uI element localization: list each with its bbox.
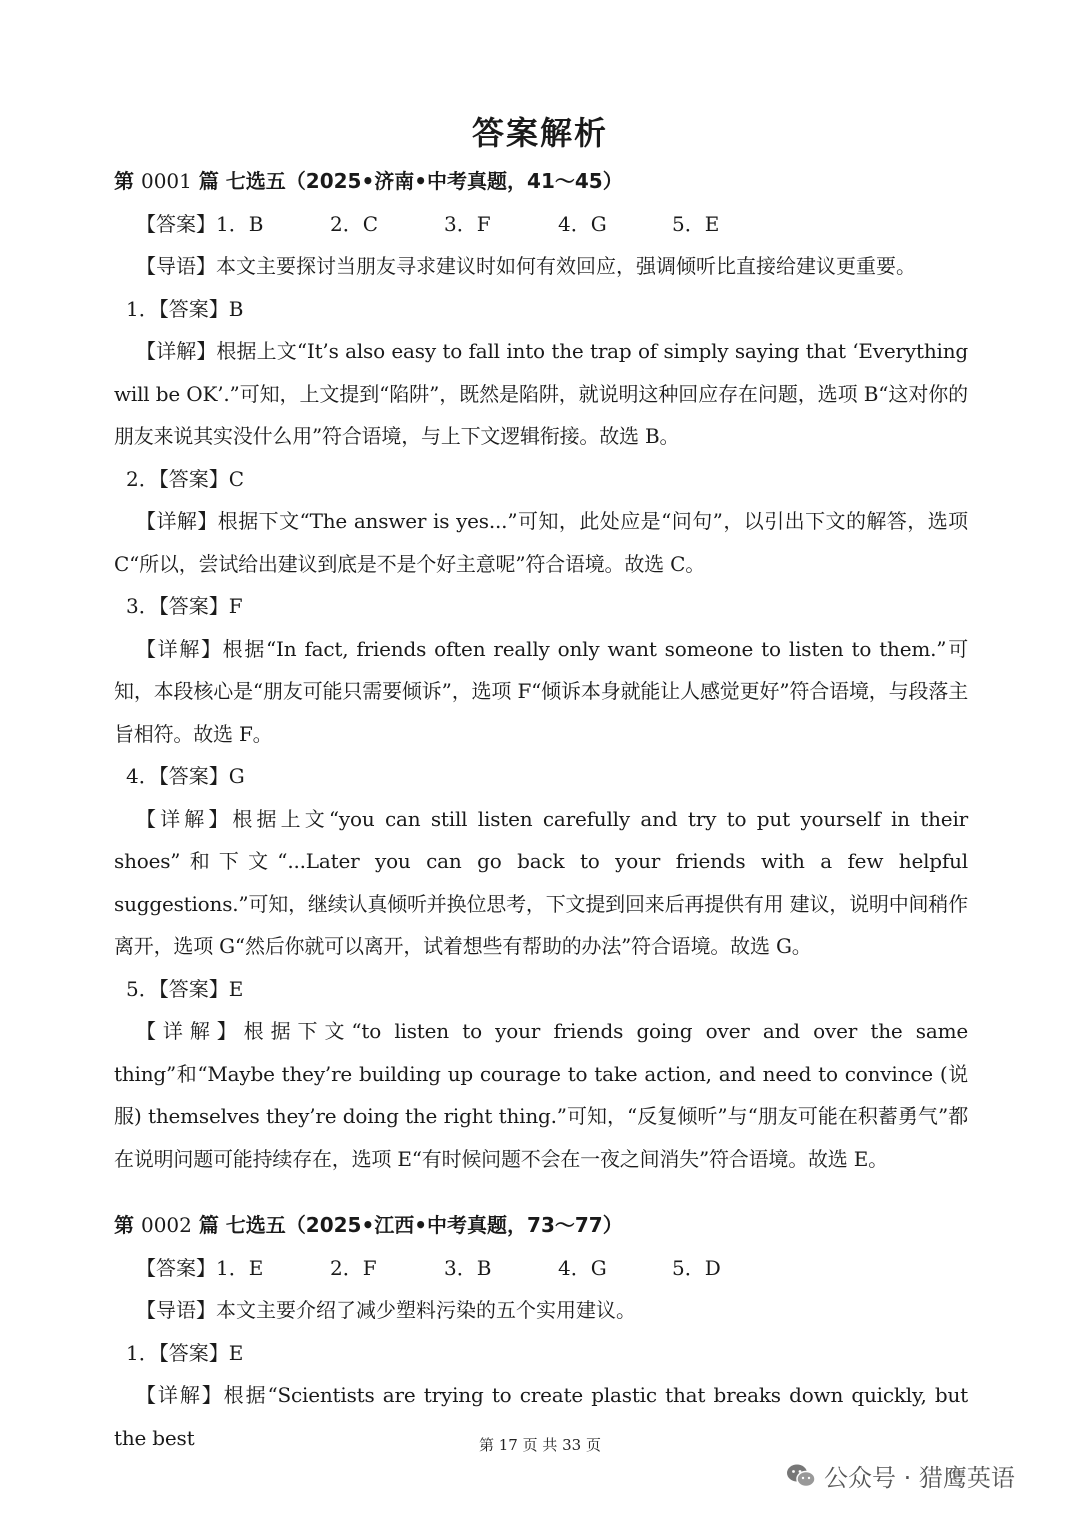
heading-text: 篇 七选五（2025•济南•中考真题，41～45） <box>198 169 623 193</box>
answer-3: 3．F <box>444 211 491 236</box>
content <box>114 160 968 1459</box>
heading-prefix: 第 <box>114 169 134 193</box>
item-answer: 5．【答案】E <box>126 976 244 1001</box>
answer-3: 3．B <box>444 1255 492 1280</box>
section-heading <box>114 160 968 203</box>
intro-text: 【导语】本文主要探讨当朋友寻求建议时如何有效回应，强调倾听比直接给建议更重要。 <box>136 254 916 278</box>
heading-number: 0001 <box>140 169 192 193</box>
item-detail: 【详解】根据下文“to listen to your friends going over and over the same thing”和“Maybe they’re building up courage to take action, and need to convince (说服) themselves they’re doing the right thing.”可知，“反复倾听”与“朋友可能在积蓄勇气”都在说明问题可能持续存在，选项 E“有时候问题不会在一夜之间消失”符合语境。故选 E。 <box>114 1019 968 1171</box>
answer-1: 1．B <box>216 211 264 236</box>
answer-4: 4．G <box>558 211 607 236</box>
section-gap <box>114 1180 968 1204</box>
answer-summary <box>114 203 968 246</box>
item-answer: 1．【答案】E <box>126 1340 244 1365</box>
watermark-text: 公众号 · 猎鹰英语 <box>824 1464 1015 1492</box>
intro-text: 【导语】本文主要介绍了减少塑料污染的五个实用建议。 <box>136 1298 636 1322</box>
page-footer: 第 17 页 共 33 页 <box>478 1436 601 1454</box>
answers-label: 【答案】 <box>136 1255 216 1280</box>
item-detail: 【详解】根据“Scientists are trying to create plastic that breaks down quickly, but the best <box>114 1383 968 1450</box>
section-heading <box>114 1204 968 1247</box>
item-detail: 【详解】根据上文“It’s also easy to fall into the trap of simply saying that ‘Everything will be OK’.”可知，上文提到“陷阱”，既然是陷阱，就说明这种回应存在问题，选项 B“这对你的朋友来说其实没什么用”符合语境，与上下文逻辑衔接。故选 B。 <box>114 339 968 448</box>
heading-text: 篇 七选五（2025•江西•中考真题，73～77） <box>198 1213 623 1237</box>
item-answer: 3．【答案】F <box>126 594 243 618</box>
item-answer: 1．【答案】B <box>126 296 244 321</box>
item-answer: 4．【答案】G <box>126 764 245 788</box>
item-detail: 【详解】根据“In fact, friends often really only want someone to listen to them.”可知，本段核心是“朋友可能只需要倾诉”，选项 F“倾诉本身就能让人感觉更好”符合语境，与段落主旨相符。故选 F。 <box>114 636 968 746</box>
watermark <box>786 1458 1015 1493</box>
answer-summary <box>114 1247 968 1290</box>
answer-1: 1．E <box>216 1255 264 1280</box>
answer-2: 2．F <box>330 1255 377 1280</box>
heading-number: 0002 <box>140 1213 192 1237</box>
page-title: 答案解析 <box>471 114 608 152</box>
item-detail: 【详解】根据下文“The answer is yes...”可知，此处应是“问句”，以引出下文的解答，选项 C“所以，尝试给出建议到底是不是个好主意呢”符合语境。故选 C。 <box>114 509 968 576</box>
heading-prefix: 第 <box>114 1213 134 1237</box>
answer-4: 4．G <box>558 1255 607 1280</box>
item-answer: 2．【答案】C <box>126 466 245 491</box>
wechat-icon <box>786 1463 816 1489</box>
answer-2: 2．C <box>330 211 379 236</box>
answer-5: 5．D <box>672 1255 721 1280</box>
answers-label: 【答案】 <box>136 211 216 236</box>
answer-5: 5．E <box>672 211 720 236</box>
item-detail: 【详解】根据上文“you can still listen carefully and try to put yourself in their shoes”和下文“...Later you can go back to your friends with a few helpful suggestions.”可知，继续认真倾听并换位思考，下文提到回来后再提供有用 建议，说明中间稍作离开，选项 G“然后你就可以离开，试着想些有帮助的办法”符合语境。故选 G。 <box>114 806 968 958</box>
